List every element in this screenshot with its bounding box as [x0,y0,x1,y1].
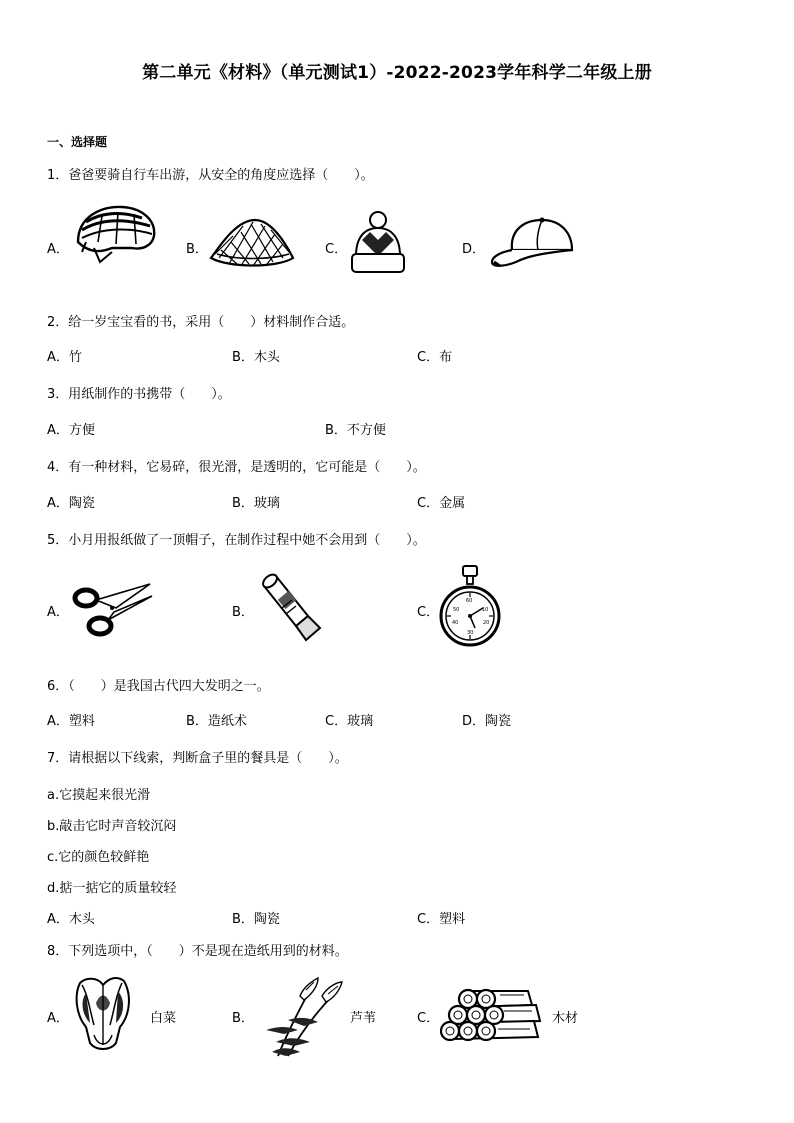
stopwatch-icon [439,564,503,654]
question-1: 1．爸爸要骑自行车出游，从安全的角度应选择（ ）。 [47,168,374,183]
question-4: 4．有一种材料，它易碎，很光滑，是透明的，它可能是（ ）。 [47,460,426,475]
q7-clue-d: d.掂一掂它的质量较轻 [47,881,177,896]
q7-option-c[interactable]: C．塑料 [417,912,466,927]
q7-clue-c: c.它的颜色较鲜艳 [47,850,150,865]
q5-option-a[interactable]: A． [47,605,69,620]
q5-option-b[interactable]: B． [232,605,254,620]
q1-option-b[interactable]: B． [186,242,208,257]
q1-option-c[interactable]: C． [325,242,348,257]
straw-hat-icon [207,214,297,272]
svg-text:40: 40 [452,620,459,626]
q8-caption-b: 芦苇 [350,1011,377,1026]
reed-icon [258,976,344,1058]
question-7: 7．请根据以下线索，判断盒子里的餐具是（ ）。 [47,751,348,766]
scissors-icon [70,578,154,640]
q7-option-b[interactable]: B．陶瓷 [232,912,280,927]
q1-option-a[interactable]: A． [47,242,69,257]
section-heading: 一、选择题 [47,135,108,149]
q4-option-c[interactable]: C．金属 [417,496,466,511]
question-2: 2．给一岁宝宝看的书，采用（ ）材料制作合适。 [47,315,355,330]
q3-option-b[interactable]: B．不方便 [325,423,386,438]
q7-option-a[interactable]: A．木头 [47,912,95,927]
svg-text:60: 60 [466,598,473,604]
q6-option-a[interactable]: A．塑料 [47,714,95,729]
q4-option-a[interactable]: A．陶瓷 [47,496,95,511]
baseball-cap-icon [488,214,576,272]
helmet-icon [72,202,158,266]
question-5: 5．小月用报纸做了一顶帽子，在制作过程中她不会用到（ ）。 [47,533,426,548]
q5-option-c[interactable]: C． [417,605,440,620]
q2-option-c[interactable]: C．布 [417,350,453,365]
svg-text:30: 30 [467,630,474,636]
glue-stick-icon [256,572,326,646]
page-title: 第二单元《材料》（单元测试1）-2022-2023学年科学二年级上册 [142,63,652,83]
q8-caption-a: 白菜 [150,1011,177,1026]
q7-clue-a: a.它摸起来很光滑 [47,788,151,803]
question-6: 6．（ ）是我国古代四大发明之一。 [47,679,270,694]
q2-option-a[interactable]: A．竹 [47,350,82,365]
q2-option-b[interactable]: B．木头 [232,350,280,365]
q4-option-b[interactable]: B．玻璃 [232,496,280,511]
q1-option-d[interactable]: D． [462,242,486,257]
question-8: 8．下列选项中，（ ）不是现在造纸用到的材料。 [47,944,348,959]
logs-icon [440,985,544,1049]
q8-option-a[interactable]: A． [47,1011,69,1026]
knit-hat-icon [348,210,408,278]
q8-caption-c: 木材 [552,1011,579,1026]
q8-option-c[interactable]: C． [417,1011,440,1026]
question-3: 3．用纸制作的书携带（ ）。 [47,387,231,402]
svg-text:10: 10 [482,607,489,613]
q3-option-a[interactable]: A．方便 [47,423,95,438]
svg-text:20: 20 [483,620,490,626]
q8-option-b[interactable]: B． [232,1011,254,1026]
svg-text:50: 50 [453,607,460,613]
cabbage-icon [70,973,136,1057]
q7-clue-b: b.敲击它时声音较沉闷 [47,819,177,834]
q6-option-b[interactable]: B．造纸术 [186,714,247,729]
q6-option-d[interactable]: D．陶瓷 [462,714,512,729]
q6-option-c[interactable]: C．玻璃 [325,714,374,729]
